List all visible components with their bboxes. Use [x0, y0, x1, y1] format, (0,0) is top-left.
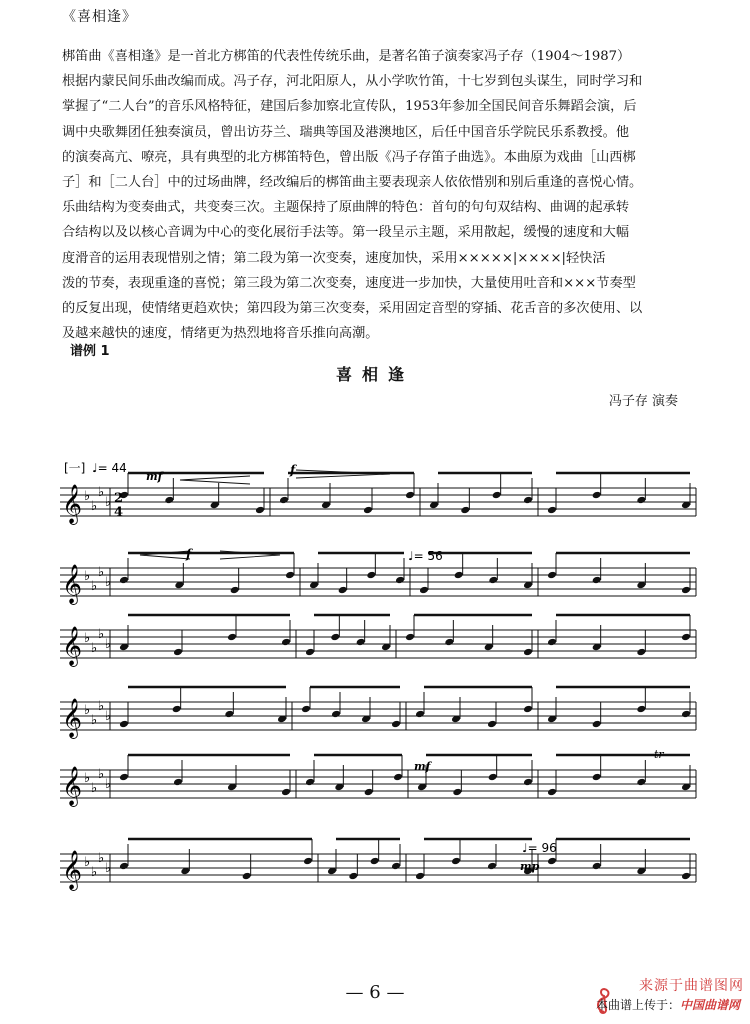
note-head [523, 648, 533, 657]
note-head [285, 571, 295, 580]
note-head [224, 710, 234, 719]
dynamic-mark: mf [414, 760, 431, 773]
performer-credit: 冯子存 演奏 [608, 394, 678, 409]
note-head [636, 705, 646, 714]
note-head [393, 773, 403, 782]
note-head [303, 857, 313, 866]
note-head [255, 506, 265, 515]
body-line: 调中央歌舞团任独奏演员，曾出访芬兰、瑞典等国及港澳地区，后任中国音乐学院民乐系教授。他 [62, 124, 630, 140]
note-head [338, 586, 348, 595]
note-head [592, 491, 602, 500]
body-line: 乐曲结构为变奏曲式，共变奏三次。主题保持了原曲牌的特色：首句的句句双结构、曲调的起承转 [62, 200, 630, 216]
score-title: 喜相逢 [335, 365, 414, 384]
note-head [281, 638, 291, 647]
note-head [364, 788, 374, 797]
note-head [227, 633, 237, 642]
treble-clef-icon: 𝄞 [62, 484, 83, 524]
note-head [119, 862, 129, 871]
note-head [370, 857, 380, 866]
body-line: 子］和［二人台］中的过场曲牌，经改编后的梆笛曲主要表现亲人依依惜别和别后重逢的喜悦心情。 [62, 175, 643, 191]
note-head [119, 773, 129, 782]
note-head [363, 506, 373, 515]
note-head [281, 788, 291, 797]
dynamic-mark: f [290, 463, 296, 477]
page-number: — 6 — [345, 982, 405, 1003]
note-head [547, 857, 557, 866]
section-mark: [一] [64, 461, 86, 475]
flat-icon: ♭ [84, 771, 91, 786]
note-head [331, 710, 341, 719]
note-head [451, 857, 461, 866]
flat-icon: ♭ [84, 703, 91, 718]
note-head [681, 586, 691, 595]
flat-icon: ♭ [98, 485, 105, 500]
note-head [681, 633, 691, 642]
watermark-prefix: 本曲谱上传于： [595, 998, 680, 1012]
watermark-brand: 中国曲谱网 [679, 998, 740, 1012]
flat-icon: ♭ [84, 569, 91, 584]
flat-icon: ♭ [91, 865, 98, 880]
note-head [488, 773, 498, 782]
flat-icon: ♭ [105, 637, 112, 652]
flat-icon: ♭ [91, 641, 98, 656]
body-line: 根据内蒙民间乐曲改编而成。冯子存，河北阳原人，从小学吹竹笛，十七岁到包头谋生，同时学习和 [62, 74, 643, 90]
note-head [405, 491, 415, 500]
note-head [330, 633, 340, 642]
body-line: 梆笛曲《喜相逢》是一首北方梆笛的代表性传统乐曲，是著名笛子演奏家冯子存（1904～1987） [62, 49, 631, 64]
note-head [452, 788, 462, 797]
note-head [391, 720, 401, 729]
note-head [487, 862, 497, 871]
dynamic-mark: mf [146, 470, 163, 483]
note-head [348, 872, 358, 881]
flat-icon: ♭ [98, 767, 105, 782]
note-head [415, 872, 425, 881]
note-head [547, 506, 557, 515]
note-head [395, 576, 405, 585]
note-head [415, 710, 425, 719]
dynamic-mark: f [186, 547, 192, 561]
note-head [547, 571, 557, 580]
body-line: 掌握了“二人台”的音乐风格特征，建国后参加察北宣传队，1953年参加全国民间音乐舞蹈会演，后 [62, 99, 637, 115]
note-head [164, 496, 174, 505]
treble-clef-icon: 𝄞 [62, 766, 83, 806]
sheet-music [0, 440, 750, 940]
flat-icon: ♭ [105, 709, 112, 724]
hairpin [180, 476, 250, 484]
note-head [173, 778, 183, 787]
note-head [636, 778, 646, 787]
note-head [242, 872, 252, 881]
note-head [681, 710, 691, 719]
note-head [547, 788, 557, 797]
note-head [488, 576, 498, 585]
body-line: 的反复出现，使情绪更趋欢快；第四段为第三次变奏，采用固定音型的穿插、花舌音的多次使用、以 [62, 301, 643, 317]
example-label: 谱例 1 [70, 344, 110, 359]
watermark-text: 来源于曲谱图网 [639, 978, 744, 994]
flat-icon: ♭ [84, 631, 91, 646]
body-line: 泼的节奏，表现重逢的喜悦；第三段为第二次变奏，速度进一步加快，大量使用吐音和×××节奏型 [62, 275, 636, 291]
note-head [636, 496, 646, 505]
flat-icon: ♭ [105, 575, 112, 590]
staff-group [60, 470, 696, 891]
note-head [547, 638, 557, 647]
flat-icon: ♭ [98, 565, 105, 580]
flat-icon: ♭ [91, 499, 98, 514]
note-head [592, 773, 602, 782]
note-head [301, 705, 311, 714]
body-line: 度滑音的运用表现惜别之情；第二段为第一次变奏，速度加快，采用×××××|××××|轻快活 [62, 250, 606, 266]
flat-icon: ♭ [91, 713, 98, 728]
flat-icon: ♭ [105, 777, 112, 792]
tempo-marking: ♩= 96 [522, 841, 557, 855]
article-body [62, 44, 712, 346]
note-head [279, 496, 289, 505]
section-heading: 《喜相逢》 [62, 9, 137, 25]
note-head [592, 862, 602, 871]
note-head [305, 648, 315, 657]
flat-icon: ♭ [91, 781, 98, 796]
treble-clef-icon: 𝄞 [62, 698, 83, 738]
note-head [230, 586, 240, 595]
note-head [592, 720, 602, 729]
treble-clef-icon: 𝄞 [62, 626, 83, 666]
flat-icon: ♭ [84, 855, 91, 870]
body-line: 的演奏高亢、嘹亮，具有典型的北方梆笛特色，曾出版《冯子存笛子曲选》。本曲原为戏曲［山西梆 [62, 149, 636, 165]
flat-icon: ♭ [105, 495, 112, 510]
treble-clef-icon: 𝄞 [62, 564, 83, 604]
note-head [419, 586, 429, 595]
flat-icon: ♭ [98, 851, 105, 866]
note-head [405, 633, 415, 642]
watermark-source [596, 996, 740, 1013]
note-head [119, 576, 129, 585]
note-head [681, 872, 691, 881]
tempo-marking: ♩= 56 [408, 549, 443, 563]
trill-mark: tr [654, 748, 664, 761]
flat-icon: ♭ [98, 627, 105, 642]
body-line: 及越来越快的速度，情绪更为热烈地将音乐推向高潮。 [62, 326, 379, 342]
note-head [444, 638, 454, 647]
note-head [460, 506, 470, 515]
note-head [173, 648, 183, 657]
note-head [391, 862, 401, 871]
body-line: 合结构以及以核心音调为中心的变化展衍手法等。第一段呈示主题，采用散起，缓慢的速度和大幅 [62, 225, 630, 241]
flat-icon: ♭ [91, 579, 98, 594]
flat-icon: ♭ [84, 489, 91, 504]
note-head [366, 571, 376, 580]
time-signature: 4 [114, 505, 124, 520]
dynamic-mark: mp [520, 860, 540, 873]
flat-icon: ♭ [98, 699, 105, 714]
note-head [454, 571, 464, 580]
note-head [636, 648, 646, 657]
note-head [172, 705, 182, 714]
note-head [523, 705, 533, 714]
flat-icon: ♭ [105, 861, 112, 876]
note-head [523, 778, 533, 787]
note-head [492, 491, 502, 500]
tempo-marking: ♩= 44 [92, 461, 127, 475]
note-head [487, 720, 497, 729]
note-head [592, 576, 602, 585]
note-head [356, 638, 366, 647]
note-head [523, 496, 533, 505]
note-head [305, 778, 315, 787]
treble-clef-icon: 𝄞 [62, 850, 83, 890]
time-signature: 2 [114, 491, 124, 506]
note-head [119, 720, 129, 729]
